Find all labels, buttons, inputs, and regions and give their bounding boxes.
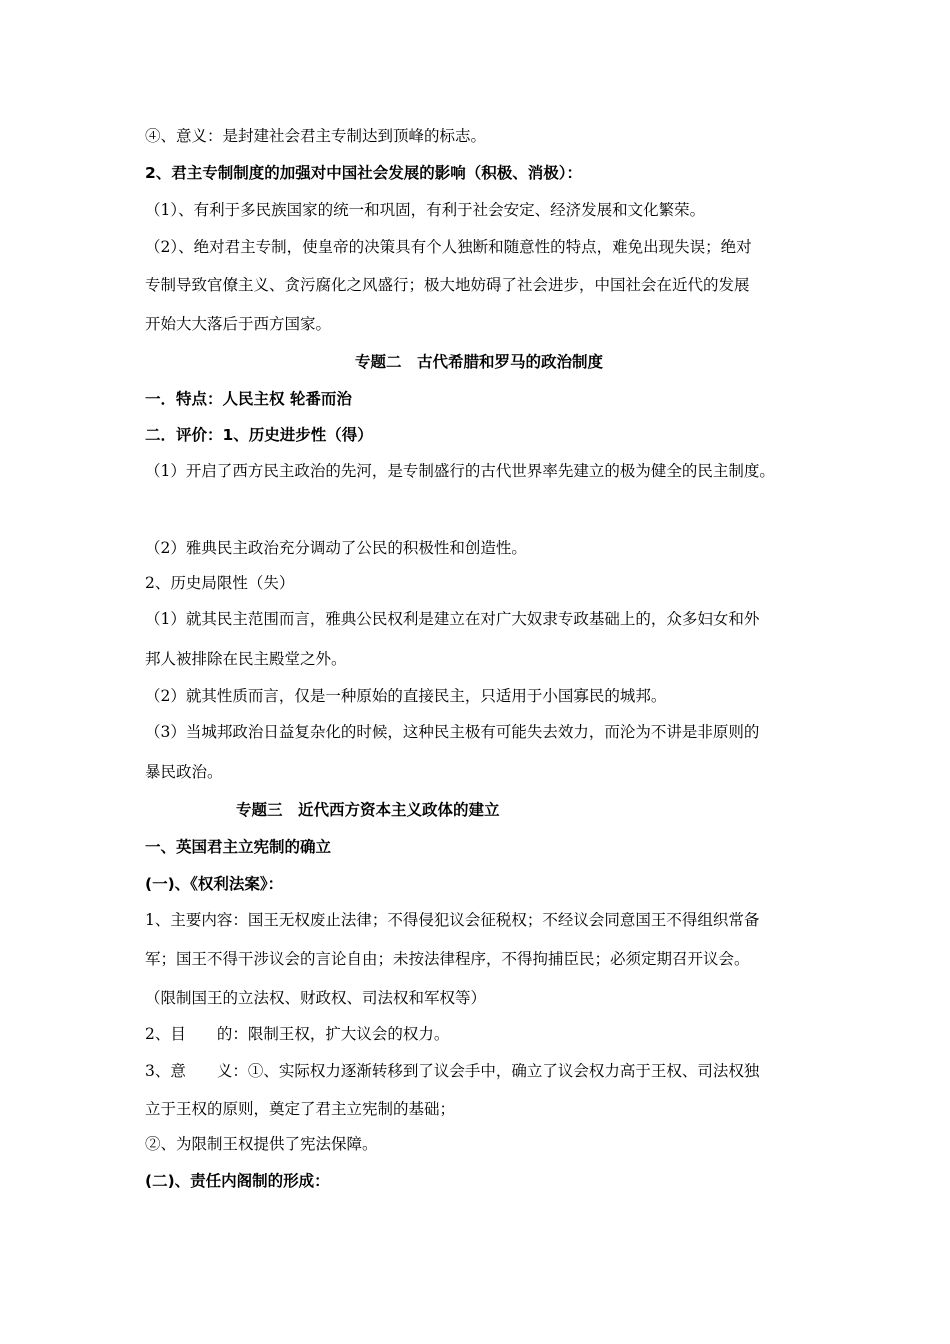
- topic-title: 专题三 近代西方资本主义政体的建立: [236, 801, 500, 819]
- text-line: （1）、有利于多民族国家的统一和巩固，有利于社会安定、经济发展和文化繁荣。: [145, 201, 706, 219]
- text-line: （2）雅典民主政治充分调动了公民的积极性和创造性。: [145, 539, 527, 557]
- text-line: （2）、绝对君主专制，使皇帝的决策具有个人独断和随意性的特点，难免出现失误；绝对: [145, 238, 752, 256]
- text-line: （2）就其性质而言，仅是一种原始的直接民主，只适用于小国寡民的城邦。: [145, 687, 667, 705]
- text-line: ②、为限制王权提供了宪法保障。: [145, 1135, 378, 1153]
- text-line: 暴民政治。: [145, 763, 223, 781]
- section-heading: 2、君主专制制度的加强对中国社会发展的影响（积极、消极）：: [145, 164, 583, 182]
- section-heading: 二．评价：1、历史进步性（得）: [145, 426, 373, 444]
- section-heading: (一)、《权利法案》：: [145, 875, 284, 893]
- text-line: （3）当城邦政治日益复杂化的时候，这种民主极有可能失去效力，而沦为不讲是非原则的: [145, 723, 760, 741]
- text-line: （限制国王的立法权、财政权、司法权和军权等）: [145, 989, 487, 1007]
- text-line: 开始大大落后于西方国家。: [145, 315, 332, 333]
- text-line: 2、目 的：限制王权，扩大议会的权力。: [145, 1025, 450, 1043]
- text-line: 1、主要内容：国王无权废止法律；不得侵犯议会征税权；不经议会同意国王不得组织常备: [145, 911, 760, 929]
- text-line: 2、历史局限性（失）: [145, 574, 295, 592]
- section-heading: 一．特点：人民主权 轮番而治: [145, 390, 352, 408]
- text-line: （1）就其民主范围而言，雅典公民权利是建立在对广大奴隶专政基础上的，众多妇女和外: [145, 610, 760, 628]
- text-line: 邦人被排除在民主殿堂之外。: [145, 650, 347, 668]
- text-line: ④、意义：是封建社会君主专制达到顶峰的标志。: [145, 127, 487, 145]
- text-line: 3、意 义：①、实际权力逐渐转移到了议会手中，确立了议会权力高于王权、司法权独: [145, 1062, 760, 1080]
- text-line: 军；国王不得干涉议会的言论自由；未按法律程序，不得拘捕臣民；必须定期召开议会。: [145, 950, 750, 968]
- topic-title: 专题二 古代希腊和罗马的政治制度: [355, 353, 604, 371]
- text-line: （1）开启了西方民主政治的先河，是专制盛行的古代世界率先建立的极为健全的民主制度。: [145, 462, 775, 480]
- text-line: 专制导致官僚主义、贪污腐化之风盛行；极大地妨碍了社会进步，中国社会在近代的发展: [145, 276, 750, 294]
- section-heading: 一、英国君主立宪制的确立: [145, 838, 332, 856]
- text-line: 立于王权的原则，奠定了君主立宪制的基础；: [145, 1100, 456, 1118]
- section-heading: (二)、责任内阁制的形成：: [145, 1172, 330, 1190]
